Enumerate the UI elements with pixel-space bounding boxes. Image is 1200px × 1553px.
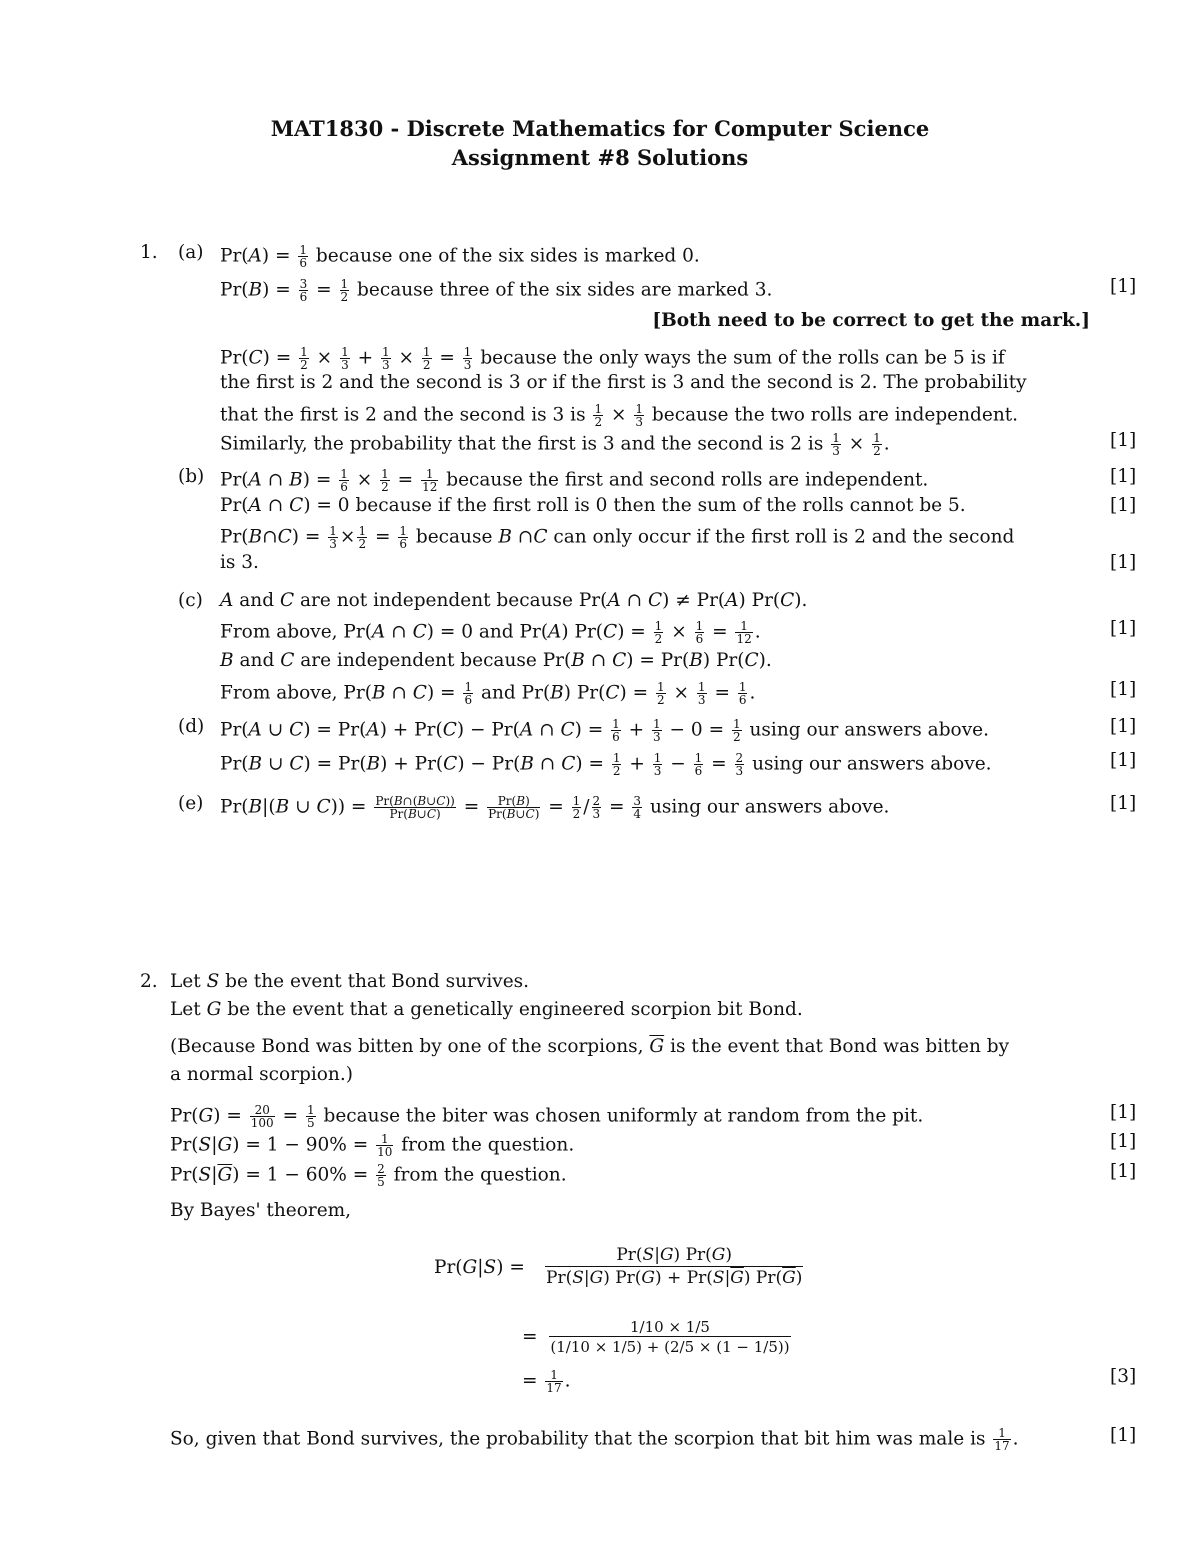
mark: [1] bbox=[1110, 552, 1137, 573]
mark: [1] bbox=[1110, 750, 1137, 771]
mark: [1] bbox=[1110, 495, 1137, 516]
subtitle: Assignment #8 Solutions bbox=[451, 145, 749, 170]
mark: [1] bbox=[1110, 466, 1137, 487]
q2-line7: $Pr(S|\overline{G}) = 1 - 60\%$ = $\frac{2}{5}$ from the question. bbox=[170, 1162, 567, 1189]
q1a-line5: that the first is 2 and the second is 3 is $\frac{1}{2}$ × $\frac{1}{3}$ because the two rolls are independent. bbox=[220, 402, 1019, 429]
mark: [1] bbox=[1110, 1131, 1137, 1152]
part-c-label: (c) bbox=[178, 590, 203, 611]
bayes-fraction-1: $\frac{Pr(S|G) Pr(G)}{Pr(S|G) Pr(G) + Pr(S|\overline{G}) Pr(\overline{G})}$ bbox=[546, 1245, 803, 1288]
mark: [1] bbox=[1110, 679, 1137, 700]
q1b-line3: Pr(B∩C) = $\frac{1}{3}$ × $\frac{1}{2}$ = $\frac{1}{6}$ because B ∩C can only occur if the first roll is 2 and the second bbox=[220, 524, 1015, 551]
q2-line2: Let G be the event that a genetically engineered scorpion bit Bond. bbox=[170, 999, 803, 1020]
mark: [1] bbox=[1110, 1102, 1137, 1123]
mark: [1] bbox=[1110, 1161, 1137, 1182]
q1c-line2: From above, Pr(A ∩ C) = 0 and Pr(A) Pr(C) = $\frac{1}{2}$ × $\frac{1}{6}$ = $\frac{1}{12}$ . bbox=[220, 619, 761, 646]
q1c-line4: From above, Pr(B ∩ C) = $\frac{1}{6}$ and Pr(B) Pr(C) = $\frac{1}{2}$ × $\frac{1}{3}$ = $\frac{1}{6}$ . bbox=[220, 680, 756, 707]
mark: [1] bbox=[1110, 716, 1137, 737]
q1a-line3: Pr(C) = $\frac{1}{2}$ × $\frac{1}{3}$ + $\frac{1}{3}$ × $\frac{1}{2}$ = $\frac{1}{3}$ because the only ways the sum of the rolls can be 5 is if bbox=[220, 345, 1005, 372]
q1a-line4: the first is 2 and the second is 3 or if the first is 3 and the second is 2. The probability bbox=[220, 372, 1027, 393]
q1e-line1: Pr(B|(B ∪ C)) = $\frac{Pr(B\cap(B\cup C))}{Pr(B\cup C)}$ = $\frac{Pr(B)}{Pr(B\cup C)}$ = $\frac{1}{2}$ / $\frac{2}{3}$ = $\frac{3}{4}$ using our answers above. bbox=[220, 794, 890, 821]
q1c-line1: A and C are not independent because Pr(A ∩ C) ≠ Pr(A) Pr(C). bbox=[220, 590, 808, 611]
part-a-label: (a) bbox=[178, 242, 204, 263]
bayes-line2: = $\frac{1/10 \times 1/5}{(1/10 \times 1/5) + (2/5 \times (1 - 1/5))}$ bbox=[522, 1318, 790, 1356]
part-e-label: (e) bbox=[178, 793, 204, 814]
q1d-line1: Pr(A ∪ C) = Pr(A) + Pr(C) − Pr(A ∩ C) = $\frac{1}{6}$ + $\frac{1}{3}$ − 0 = $\frac{1}{2}$ using our answers above. bbox=[220, 717, 989, 744]
q2-line6: Pr(S|G) = 1 − 90% = $\frac{1}{10}$ from the question. bbox=[170, 1132, 575, 1159]
q2-line4: a normal scorpion.) bbox=[170, 1064, 353, 1085]
bayes-line3: = $\frac{1}{17}$ . bbox=[522, 1368, 571, 1395]
q1b-line2: Pr(A ∩ C) = 0 because if the first roll is 0 then the sum of the rolls cannot be 5. bbox=[220, 495, 966, 516]
mark: [1] bbox=[1110, 1425, 1137, 1446]
q1b-line4: is 3. bbox=[220, 552, 259, 573]
mark: [3] bbox=[1110, 1366, 1137, 1387]
mark: [1] bbox=[1110, 430, 1137, 451]
mark: [1] bbox=[1110, 618, 1137, 639]
title: MAT1830 - Discrete Mathematics for Computer Science bbox=[270, 116, 930, 141]
question-1-number: 1. bbox=[140, 242, 158, 263]
mark: [1] bbox=[1110, 276, 1137, 297]
q1a-line6: Similarly, the probability that the first is 3 and the second is 2 is $\frac{1}{3}$ × $\frac{1}{2}$ . bbox=[220, 431, 890, 458]
mark: [1] bbox=[1110, 793, 1137, 814]
q1d-line2: Pr(B ∪ C) = Pr(B) + Pr(C) − Pr(B ∩ C) = $\frac{1}{2}$ + $\frac{1}{3}$ − $\frac{1}{6}$ = $\frac{2}{3}$ using our answers above. bbox=[220, 751, 992, 778]
q1c-line3: B and C are independent because Pr(B ∩ C) = Pr(B) Pr(C). bbox=[220, 650, 772, 671]
q2-bayes: By Bayes' theorem, bbox=[170, 1200, 352, 1221]
q2-conclusion: So, given that Bond survives, the probability that the scorpion that bit him was male is $\frac{1}{17}$ . bbox=[170, 1426, 1019, 1453]
q1a-line2: Pr(B) = $\frac{3}{6}$ = $\frac{1}{2}$ because three of the six sides are marked 3. bbox=[220, 277, 773, 304]
q2-line5: Pr(G) = $\frac{20}{100}$ = $\frac{1}{5}$ because the biter was chosen uniformly at random from the pit. bbox=[170, 1103, 924, 1130]
q1b-line1: Pr(A ∩ B) = $\frac{1}{6}$ × $\frac{1}{2}$ = $\frac{1}{12}$ because the first and second rolls are independent. bbox=[220, 467, 929, 494]
question-2-number: 2. bbox=[140, 971, 158, 992]
part-d-label: (d) bbox=[178, 716, 205, 737]
bayes-lhs: Pr(G|S) = bbox=[434, 1257, 525, 1278]
marking-note: [Both need to be correct to get the mark.] bbox=[652, 310, 1090, 331]
q1a-line1: Pr(A) = $\frac{1}{6}$ because one of the six sides is marked 0. bbox=[220, 243, 700, 270]
q2-line3: (Because Bond was bitten by one of the scorpions, $\overline{G}$ is the event that Bond was bitten by bbox=[170, 1036, 1010, 1057]
part-b-label: (b) bbox=[178, 466, 205, 487]
q2-line1: Let S be the event that Bond survives. bbox=[170, 971, 530, 992]
